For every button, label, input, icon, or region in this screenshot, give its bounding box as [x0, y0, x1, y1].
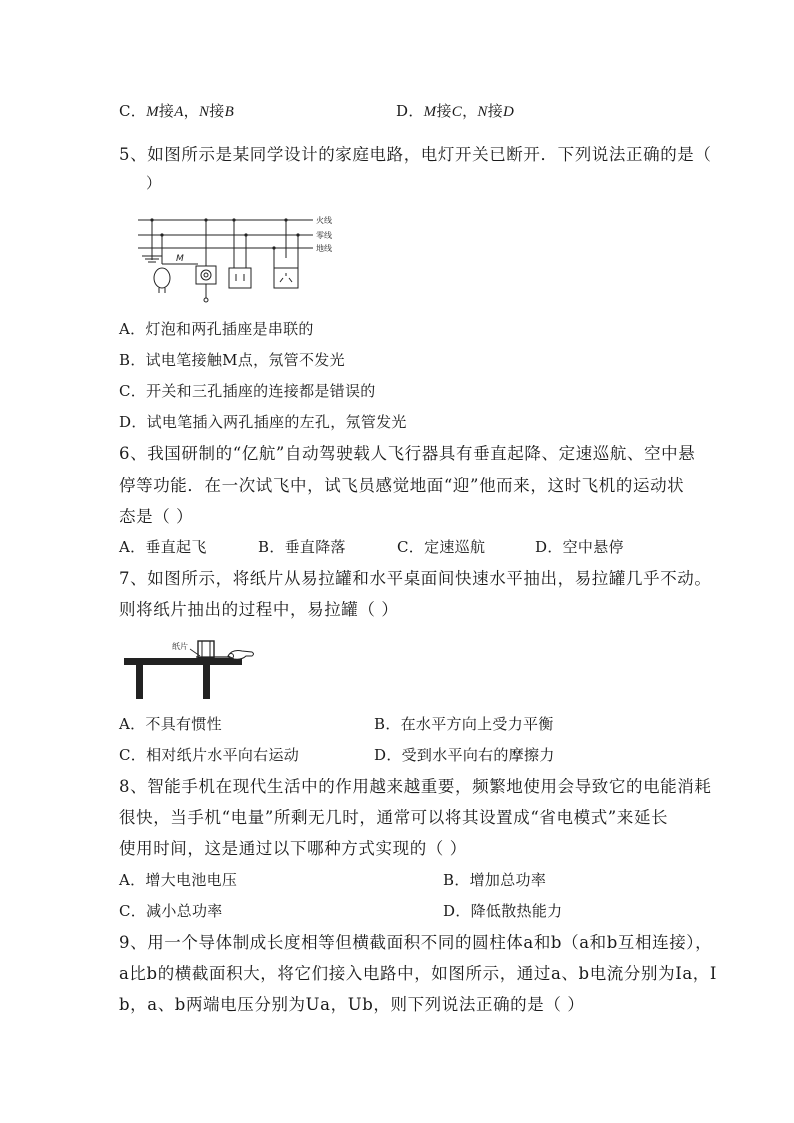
neutral-wire-label: 零线: [316, 231, 332, 240]
text: 接: [209, 102, 225, 120]
var-d: D: [503, 104, 515, 120]
can-paper-table-figure: [120, 637, 260, 701]
q4-option-d: [396, 101, 514, 122]
household-circuit-figure: [128, 208, 350, 304]
var-c: C: [451, 104, 463, 120]
q5-option-a: A．灯泡和两孔插座是串联的: [119, 320, 314, 338]
sep: ，: [183, 102, 199, 120]
text: 接: [158, 102, 175, 120]
q6-option-a: A．垂直起飞: [119, 538, 207, 556]
q6-stem-line3: 态是（ ）: [119, 507, 194, 526]
sep: ，: [462, 102, 478, 120]
q8-stem-line3: 使用时间，这是通过以下哪种方式实现的（ ）: [119, 839, 467, 858]
q8-option-a: A．增大电池电压: [119, 871, 238, 889]
q5-option-c: C．开关和三孔插座的连接都是错误的: [119, 382, 376, 400]
q6-stem-line2: 停等功能．在一次试飞中，试飞员感觉地面“迎”他而来，这时飞机的运动状: [119, 476, 685, 495]
text: 接: [487, 102, 503, 120]
q8-option-b: B．增加总功率: [443, 871, 547, 889]
q8-stem-line1: 8、智能手机在现代生活中的作用越来越重要，频繁地使用会导致它的电能消耗: [119, 777, 712, 796]
q7-option-c: C．相对纸片水平向右运动: [119, 746, 300, 764]
q9-stem-line3: b，a、b两端电压分别为Ua，Ub，则下列说法正确的是（ ）: [119, 995, 585, 1014]
var-b: B: [224, 104, 235, 120]
q8-stem-line2: 很快，当手机“电量”所剩无几时，通常可以将其设置成“省电模式”来延长: [119, 808, 669, 827]
q7-stem-line1: 7、如图所示，将纸片从易拉罐和水平桌面间快速水平抽出，易拉罐几乎不动。: [119, 569, 712, 588]
var-a: A: [174, 104, 184, 120]
option-prefix: C．: [119, 102, 147, 120]
q9-stem-line1: 9、用一个导体制成长度相等但横截面积不同的圆柱体a和b（a和b互相连接），: [119, 933, 713, 952]
var-n: N: [198, 104, 210, 120]
var-m: M: [146, 104, 159, 120]
q6-option-c: C．定速巡航: [397, 538, 486, 556]
q5-option-d: D．试电笔插入两孔插座的左孔，氖管发光: [119, 413, 407, 431]
option-prefix: D．: [396, 102, 424, 120]
live-wire-label: 火线: [316, 216, 332, 225]
q8-option-c: C．减小总功率: [119, 902, 223, 920]
text: 接: [436, 102, 452, 120]
q7-option-b: B．在水平方向上受力平衡: [374, 715, 554, 733]
q6-option-b: B．垂直降落: [258, 538, 346, 556]
q5-option-b: B．试电笔接触M点，氖管不发光: [119, 351, 345, 369]
q6-option-d: D．空中悬停: [535, 538, 624, 556]
q7-option-a: A．不具有惯性: [119, 715, 222, 733]
q9-stem-line2: a比b的横截面积大，将它们接入电路中，如图所示，通过a、b电流分别为Ia，I: [119, 964, 717, 983]
var-n: N: [477, 104, 488, 120]
q4-option-c: [119, 101, 234, 122]
paper-label: 纸片: [172, 642, 188, 651]
q6-stem-line1: 6、我国研制的“亿航”自动驾驶载人飞行器具有垂直起降、定速巡航、空中悬: [119, 444, 696, 463]
q5-stem-end: ）: [146, 174, 162, 192]
ground-wire-label: 地线: [316, 244, 332, 253]
point-m-label: M: [176, 254, 184, 264]
q7-option-d: D．受到水平向右的摩擦力: [374, 746, 555, 764]
var-m: M: [423, 104, 437, 120]
q7-stem-line2: 则将纸片抽出的过程中，易拉罐（ ）: [119, 600, 399, 619]
q5-stem: 5、如图所示是某同学设计的家庭电路，电灯开关已断开．下列说法正确的是（: [119, 145, 712, 164]
q8-option-d: D．降低散热能力: [443, 902, 563, 920]
